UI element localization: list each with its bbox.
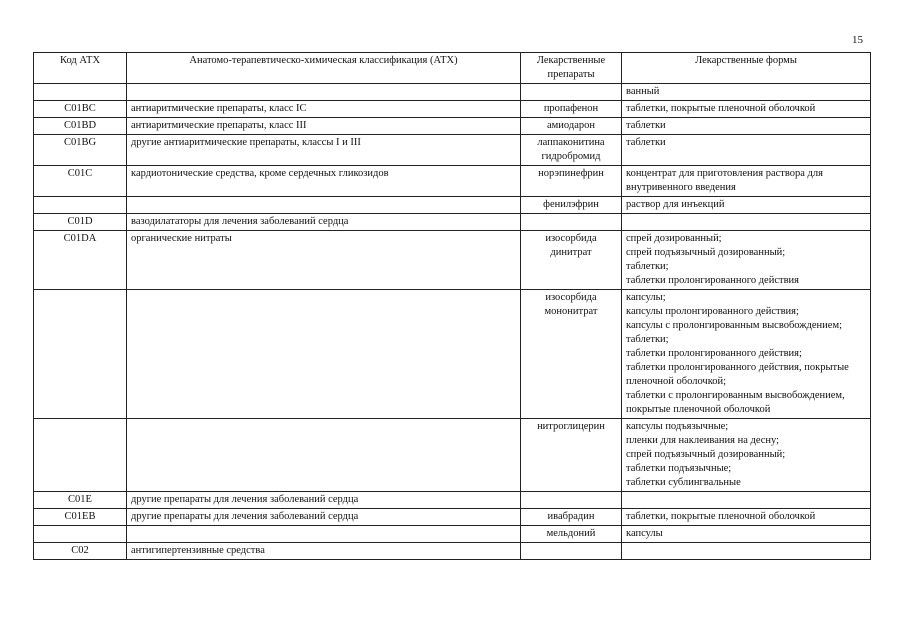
cell-forms (622, 290, 871, 419)
cell-drug: изосорбида мононитрат (521, 290, 622, 419)
form-item: таблетки (626, 137, 666, 148)
cell-drug (521, 492, 622, 509)
cell-classification: другие препараты для лечения заболеваний сердца (127, 509, 521, 526)
cell-forms (622, 118, 871, 135)
cell-drug (521, 84, 622, 101)
cell-classification: органические нитраты (127, 231, 521, 290)
table-row (34, 526, 871, 543)
cell-classification (127, 419, 521, 492)
page-number: 15 (852, 34, 863, 46)
form-item: ванный (626, 86, 660, 97)
form-item: капсулы (626, 528, 663, 539)
cell-code: C01BC (34, 101, 127, 118)
table-row (34, 290, 871, 419)
table-row (34, 101, 871, 118)
cell-code: C01EB (34, 509, 127, 526)
cell-drug: норэпинефрин (521, 166, 622, 197)
cell-code: C01C (34, 166, 127, 197)
cell-code (34, 526, 127, 543)
form-item: капсулы подъязычные; (626, 421, 729, 432)
cell-classification (127, 290, 521, 419)
cell-classification: антиаритмические препараты, класс IC (127, 101, 521, 118)
cell-code: C01BG (34, 135, 127, 166)
table-row (34, 492, 871, 509)
cell-code (34, 197, 127, 214)
cell-drug: фенилэфрин (521, 197, 622, 214)
cell-classification: другие препараты для лечения заболеваний сердца (127, 492, 521, 509)
form-item: таблетки подъязычные; (626, 463, 732, 474)
table-body (34, 84, 871, 560)
header-classification: Анатомо-терапевтическо-химическая классификация (АТХ) (127, 53, 521, 84)
cell-classification: антиаритмические препараты, класс III (127, 118, 521, 135)
cell-classification: другие антиаритмические препараты, классы I и III (127, 135, 521, 166)
cell-classification: антигипертензивные средства (127, 543, 521, 560)
table-header-row (34, 53, 871, 84)
atc-table (33, 52, 871, 560)
form-item: спрей подъязычный дозированный; (626, 449, 786, 460)
form-item: таблетки с пролонгированным высвобождением, покрытые пленочной оболочкой (626, 390, 845, 415)
form-item: концентрат для приготовления раствора для внутривенного введения (626, 168, 823, 193)
form-item: таблетки пролонгированного действия; (626, 348, 802, 359)
form-item: таблетки пролонгированного действия (626, 275, 799, 286)
cell-code (34, 290, 127, 419)
cell-forms (622, 101, 871, 118)
cell-drug: мельдоний (521, 526, 622, 543)
cell-drug: изосорбида динитрат (521, 231, 622, 290)
form-item: капсулы пролонгированного действия; (626, 306, 799, 317)
table-row (34, 197, 871, 214)
form-item: таблетки (626, 120, 666, 131)
cell-classification (127, 526, 521, 543)
form-item: таблетки, покрытые пленочной оболочкой (626, 511, 816, 522)
cell-forms (622, 166, 871, 197)
table-row (34, 166, 871, 197)
cell-forms (622, 492, 871, 509)
form-item: спрей подъязычный дозированный; (626, 247, 786, 258)
cell-drug (521, 543, 622, 560)
cell-drug: лаппаконитина гидробромид (521, 135, 622, 166)
table-row (34, 118, 871, 135)
header-drugs: Лекарственные препараты (521, 53, 622, 84)
cell-drug (521, 214, 622, 231)
cell-code: C02 (34, 543, 127, 560)
cell-classification (127, 197, 521, 214)
form-item: таблетки, покрытые пленочной оболочкой (626, 103, 816, 114)
cell-code (34, 84, 127, 101)
cell-forms (622, 135, 871, 166)
cell-forms (622, 543, 871, 560)
cell-code (34, 419, 127, 492)
cell-forms (622, 526, 871, 543)
cell-classification (127, 84, 521, 101)
cell-forms (622, 84, 871, 101)
cell-forms (622, 419, 871, 492)
cell-classification: кардиотонические средства, кроме сердечных гликозидов (127, 166, 521, 197)
form-item: пленки для наклеивания на десну; (626, 435, 780, 446)
cell-drug: пропафенон (521, 101, 622, 118)
cell-forms (622, 509, 871, 526)
cell-code: C01DA (34, 231, 127, 290)
form-item: раствор для инъекций (626, 199, 725, 210)
table-row (34, 543, 871, 560)
cell-drug: ивабрадин (521, 509, 622, 526)
cell-drug: нитроглицерин (521, 419, 622, 492)
table-row (34, 84, 871, 101)
cell-forms (622, 197, 871, 214)
form-item: капсулы; (626, 292, 666, 303)
header-forms: Лекарственные формы (622, 53, 871, 84)
form-item: таблетки; (626, 261, 669, 272)
table-row (34, 509, 871, 526)
form-item: таблетки; (626, 334, 669, 345)
cell-drug: амиодарон (521, 118, 622, 135)
header-code: Код АТХ (34, 53, 127, 84)
cell-classification: вазодилататоры для лечения заболеваний сердца (127, 214, 521, 231)
cell-forms (622, 214, 871, 231)
table-row (34, 135, 871, 166)
table-row (34, 419, 871, 492)
form-item: спрей дозированный; (626, 233, 722, 244)
table-row (34, 214, 871, 231)
cell-forms (622, 231, 871, 290)
form-item: таблетки пролонгированного действия, покрытые пленочной оболочкой; (626, 362, 849, 387)
cell-code: C01BD (34, 118, 127, 135)
cell-code: C01E (34, 492, 127, 509)
table-row (34, 231, 871, 290)
form-item: таблетки сублингвальные (626, 477, 741, 488)
cell-code: C01D (34, 214, 127, 231)
form-item: капсулы с пролонгированным высвобождением; (626, 320, 843, 331)
